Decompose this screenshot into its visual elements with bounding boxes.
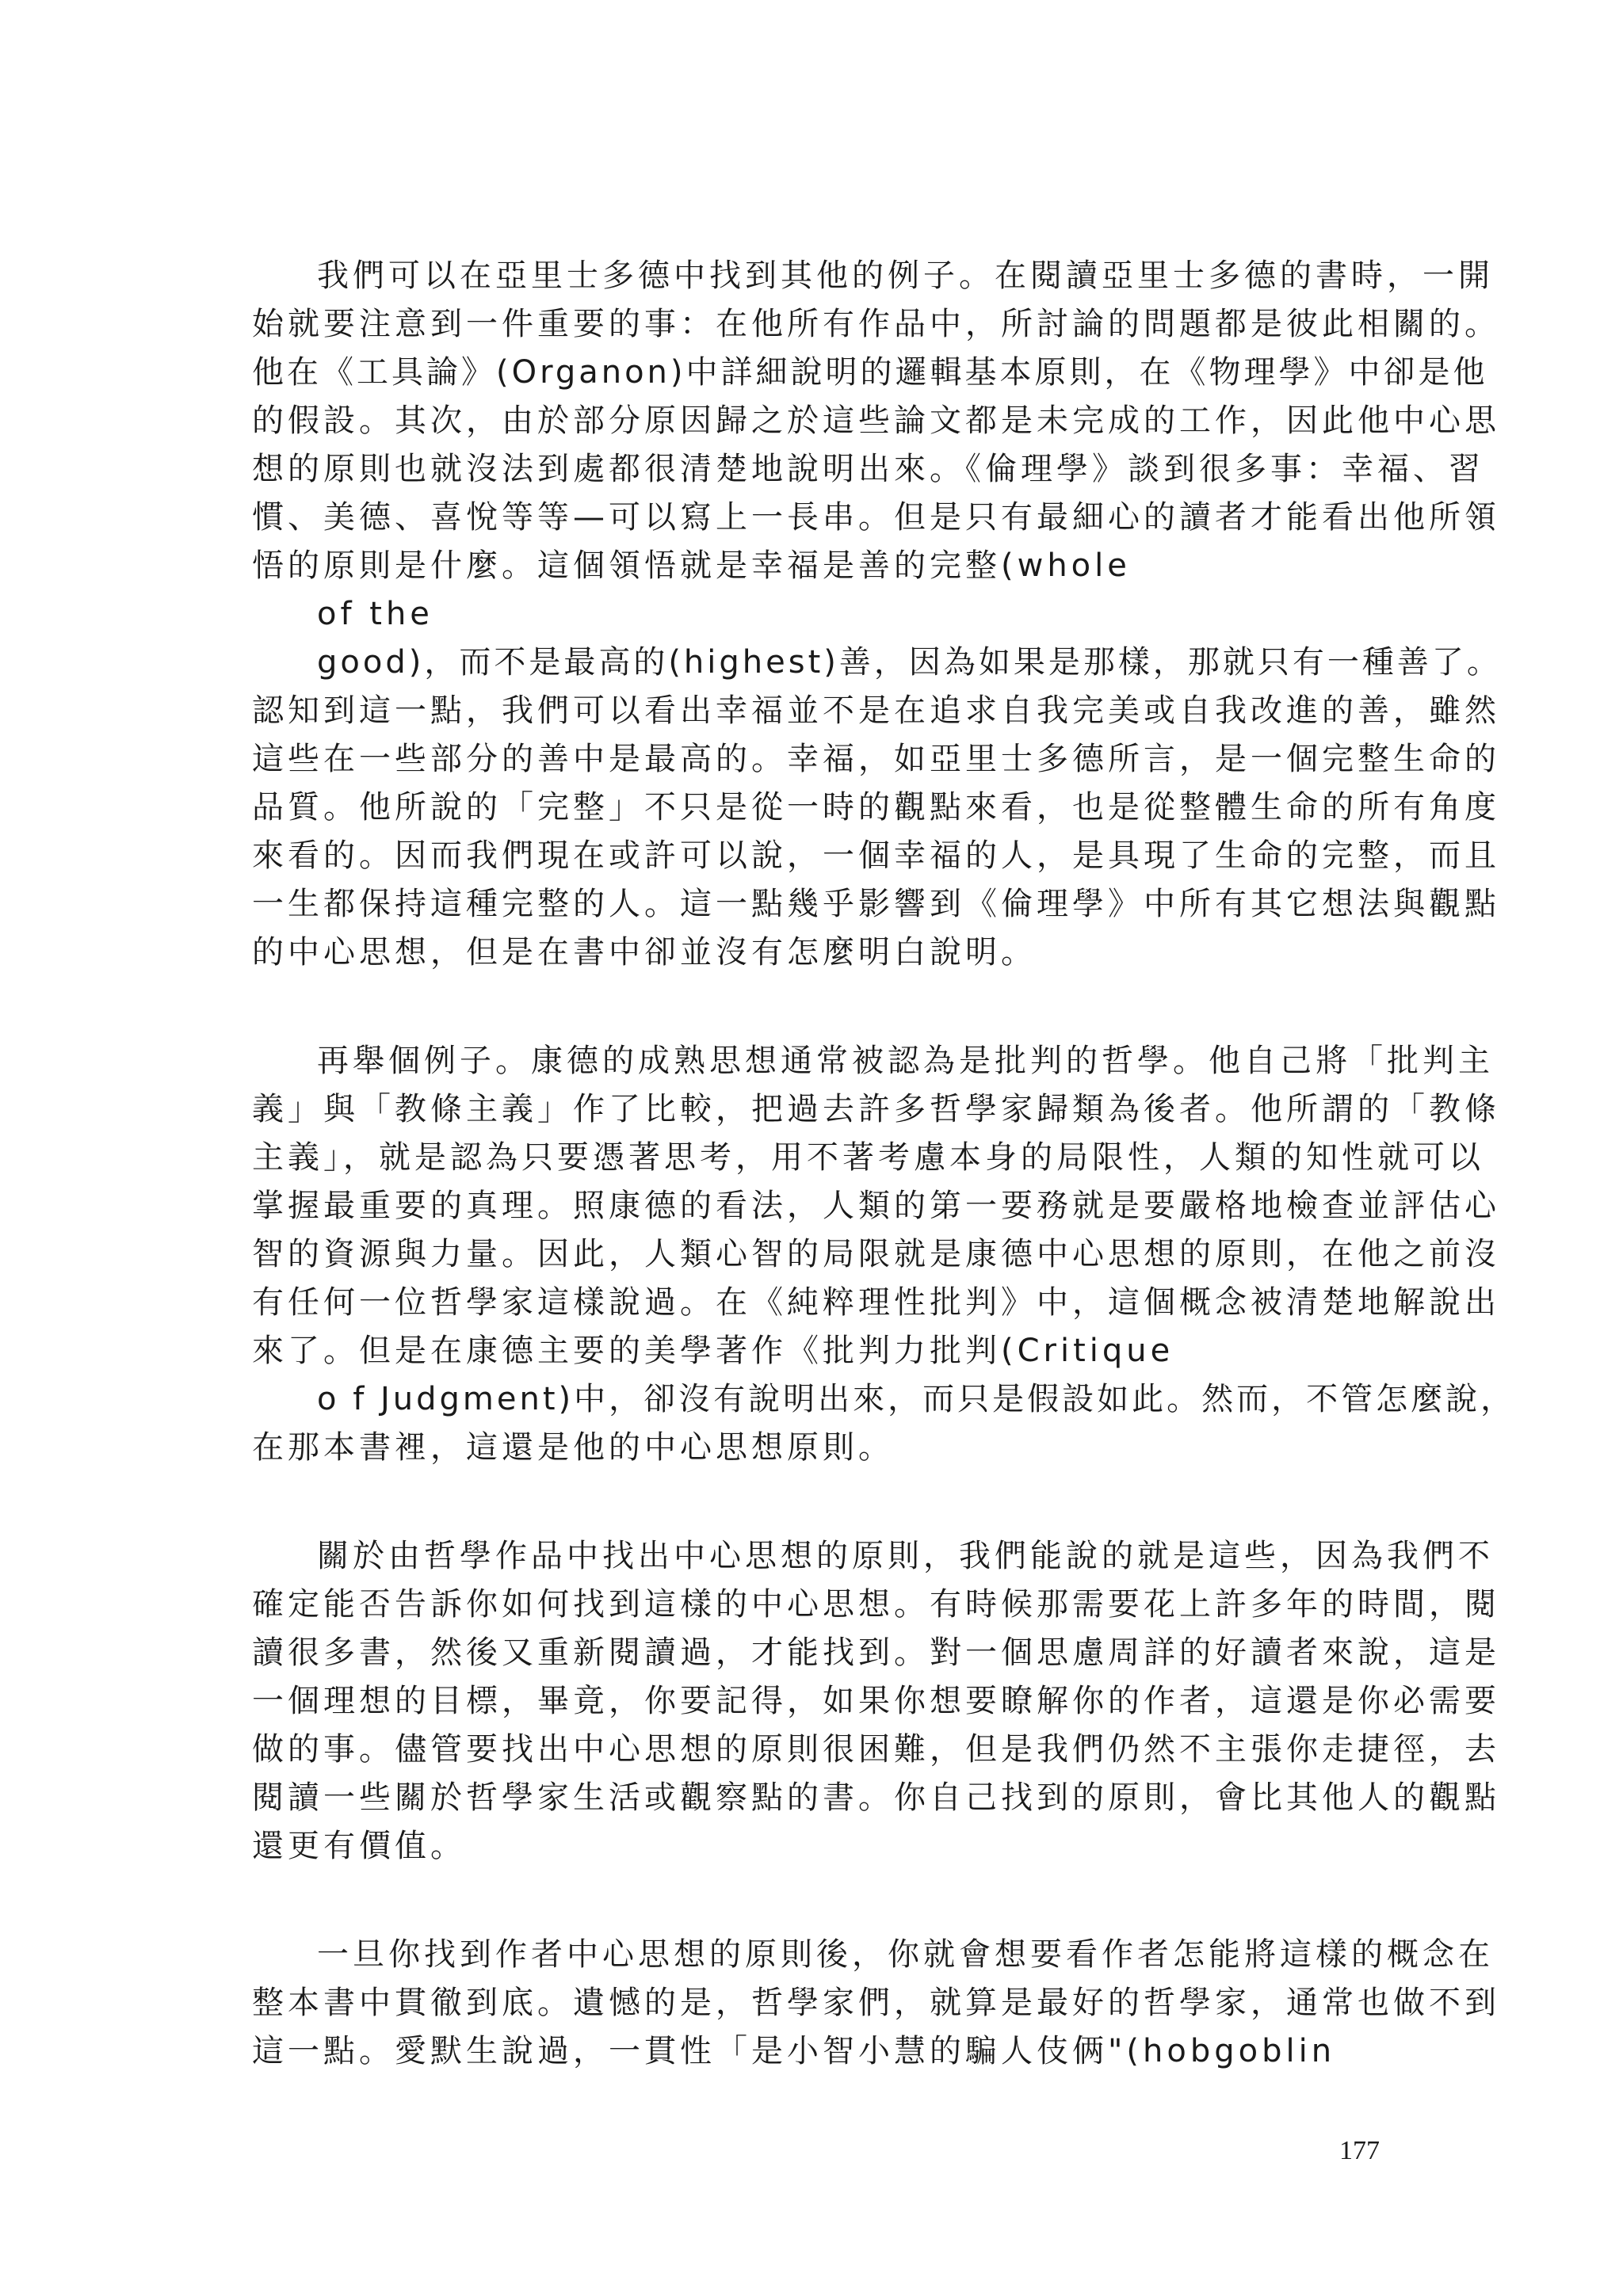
text-line: 一個理想的目標，畢竟，你要記得，如果你想要瞭解你的作者，這還是你必需要 (252, 1683, 1500, 1719)
text-line: 智的資源與力量。因此，人類心智的局限就是康德中心思想的原則，在他之前沒 (252, 1236, 1500, 1272)
text-line: 這一點。愛默生說過，一貫性「是小智小慧的騙人伎俩"(hobgoblin (252, 2033, 1336, 2069)
text-line: 還更有價值。 (252, 1828, 466, 1864)
text-line: 主義」，就是認為只要憑著思考，用不著考慮本身的局限性，人類的知性就可以 (252, 1139, 1484, 1176)
body-text (252, 252, 1516, 2076)
paragraph-finding-principle (252, 1532, 1500, 1871)
text-line: 有任何一位哲學家這樣說過。在《純粹理性批判》中，這個概念被清楚地解說出 (252, 1284, 1500, 1321)
paragraph-consistency (252, 1931, 1500, 2076)
text-line: 始就要注意到一件重要的事：在他所有作品中，所討論的問題都是彼此相關的。 (252, 306, 1500, 342)
text-line: 讀很多書，然後又重新閱讀過，才能找到。對一個思慮周詳的好讀者來說，這是 (252, 1634, 1500, 1671)
text-line: 再舉個例子。康德的成熟思想通常被認為是批判的哲學。他自己將「批判主 (317, 1043, 1494, 1079)
text-line: 整本書中貫徹到底。遺憾的是，哲學家們，就算是最好的哲學家，通常也做不到 (252, 1985, 1500, 2021)
text-line: 認知到這一點，我們可以看出幸福並不是在追求自我完美或自我改進的善，雖然 (252, 692, 1500, 729)
text-line: 關於由哲學作品中找出中心思想的原則，我們能說的就是這些，因為我們不 (317, 1538, 1494, 1574)
paragraph-kant (252, 1037, 1516, 1472)
text-line: 他在《工具論》(Organon)中詳細說明的邏輯基本原則，在《物理學》中卻是他 (252, 354, 1488, 391)
page-number: 177 (1339, 2136, 1380, 2165)
text-line: 掌握最重要的真理。照康德的看法，人類的第一要務就是要嚴格地檢查並評估心 (252, 1188, 1500, 1224)
paragraph-gap (252, 1472, 1377, 1532)
paragraph-aristotle (252, 252, 1502, 977)
text-line: 慣、美德、喜悅等等—可以寫上一長串。但是只有最細心的讀者才能看出他所領 (252, 499, 1500, 536)
paragraph-gap (252, 977, 1377, 1037)
text-line: 一旦你找到作者中心思想的原則後，你就會想要看作者怎能將這樣的概念在 (317, 1936, 1494, 1973)
text-line: 想的原則也就沒法到處都很清楚地說明出來。《倫理學》談到很多事：幸福、習 (252, 451, 1484, 487)
text-line: 一生都保持這種完整的人。這一點幾乎影響到《倫理學》中所有其它想法與觀點 (252, 886, 1500, 922)
text-line: 的中心思想，但是在書中卻並沒有怎麼明白說明。 (252, 934, 1037, 971)
text-line: 這些在一些部分的善中是最高的。幸福，如亞里士多德所言，是一個完整生命的 (252, 741, 1500, 777)
text-line: o f Judgment)中，卻沒有說明出來，而只是假設如此。然而，不管怎麼說， (317, 1381, 1516, 1417)
text-line: of the (317, 596, 433, 632)
text-line: 義」與「教條主義」作了比較，把過去許多哲學家歸類為後者。他所謂的「教條 (252, 1091, 1500, 1127)
text-line: 品質。他所說的「完整」不只是從一時的觀點來看，也是從整體生命的所有角度 (252, 789, 1500, 826)
text-line: 閱讀一些關於哲學家生活或觀察點的書。你自己找到的原則，會比其他人的觀點 (252, 1779, 1500, 1816)
text-line: 我們可以在亞里士多德中找到其他的例子。在閱讀亞里士多德的書時，一開 (317, 257, 1494, 294)
text-line: 在那本書裡，這還是他的中心思想原則。 (252, 1429, 894, 1466)
text-line: good)，而不是最高的(highest)善，因為如果是那樣，那就只有一種善了。 (317, 644, 1502, 681)
text-line: 來了。但是在康德主要的美學著作《批判力批判(Critique (252, 1333, 1174, 1369)
text-line: 做的事。儘管要找出中心思想的原則很困難，但是我們仍然不主張你走捷徑，去 (252, 1731, 1500, 1768)
text-line: 的假設。其次，由於部分原因歸之於這些論文都是未完成的工作，因此他中心思 (252, 402, 1500, 439)
text-line: 確定能否告訴你如何找到這樣的中心思想。有時候那需要花上許多年的時間，閱 (252, 1586, 1500, 1623)
paragraph-gap (252, 1871, 1377, 1931)
text-line: 悟的原則是什麼。這個領悟就是幸福是善的完整(whole (252, 547, 1131, 584)
text-line: 來看的。因而我們現在或許可以說，一個幸福的人，是具現了生命的完整，而且 (252, 837, 1500, 874)
